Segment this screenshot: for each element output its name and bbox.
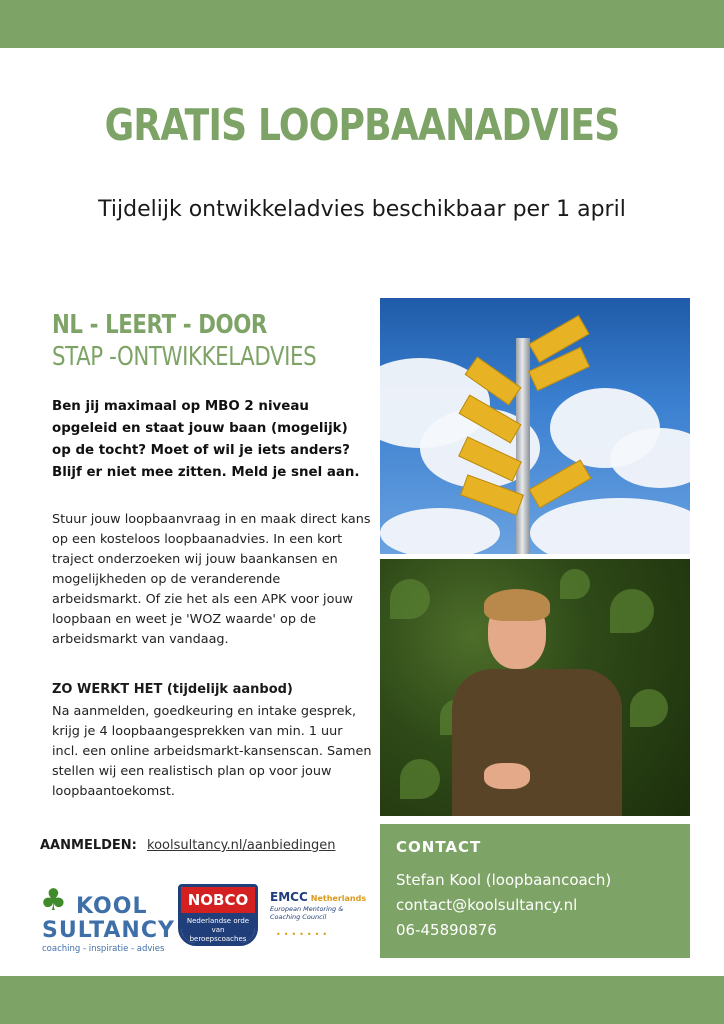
emcc-logo [270,890,366,944]
clover-icon: ♣ [40,883,67,918]
coach-photo [380,559,690,816]
subheadline: Tijdelijk ontwikkeladvies beschikbaar per 1 april [98,197,626,222]
nobco-name: NOBCO [181,887,255,913]
how-it-works-text: Na aanmelden, goedkeuring en intake gesprek, krijg je 4 loopbaangesprekken van min. 1 uur incl. een online arbeidsmarkt-kansenscan. Samen stellen wij een realistisch plan op voor jouw loopbaantoekomst. [52,704,372,799]
emcc-title [270,890,366,904]
nobco-subtitle: Nederlandse orde van beroepscoaches [181,913,255,946]
contact-phone[interactable]: 06-45890876 [396,921,497,939]
emcc-name: EMCC [270,890,308,904]
signup-link[interactable]: koolsultancy.nl/aanbiedingen [147,838,336,853]
contact-title: CONTACT [396,838,482,856]
logo-kool-text: KOOL [76,894,148,919]
emcc-subtitle: European Mentoring & Coaching Council [270,905,344,921]
emcc-dots-icon: ••••••• [276,930,331,939]
contact-box [380,824,690,958]
emcc-region: Netherlands [310,894,367,903]
bottom-banner [0,976,724,1024]
signup-line [40,838,336,853]
intro-paragraph: Stuur jouw loopbaanvraag in en maak direct kans op een kosteloos loopbaanadvies. In een kort traject onderzoeken wij jouw baankansen en mogelijkheden op de veranderende arbeidsmarkt. Of zie het als een APK voor jouw loopbaan en weet je 'WOZ waarde' op de arbeidsmarkt van vandaag. [52,512,371,647]
signpost-photo [380,298,690,554]
lead-paragraph: Ben jij maximaal op MBO 2 niveau opgeleid en staat jouw baan (mogelijk) op de tocht? Moet of wil je iets anders? Blijf er niet mee zitten. Meld je snel aan. [52,399,360,480]
nobco-logo [178,884,258,946]
logo-sultancy-text: SULTANCY [42,918,175,943]
section-title-line1: NL - LEERT - DOOR [52,310,267,340]
top-banner [0,0,724,48]
contact-name: Stefan Kool (loopbaancoach) [396,871,612,889]
koolsultancy-logo [36,880,175,958]
logo-tagline: coaching - inspiratie - advies [42,944,165,954]
headline: GRATIS LOOPBAANADVIES [104,100,620,151]
section-title-line2: STAP -ONTWIKKELADVIES [52,342,317,372]
how-it-works-title: ZO WERKT HET (tijdelijk aanbod) [52,682,293,697]
signup-label: AANMELDEN: [40,838,137,853]
contact-email[interactable]: contact@koolsultancy.nl [396,896,578,914]
